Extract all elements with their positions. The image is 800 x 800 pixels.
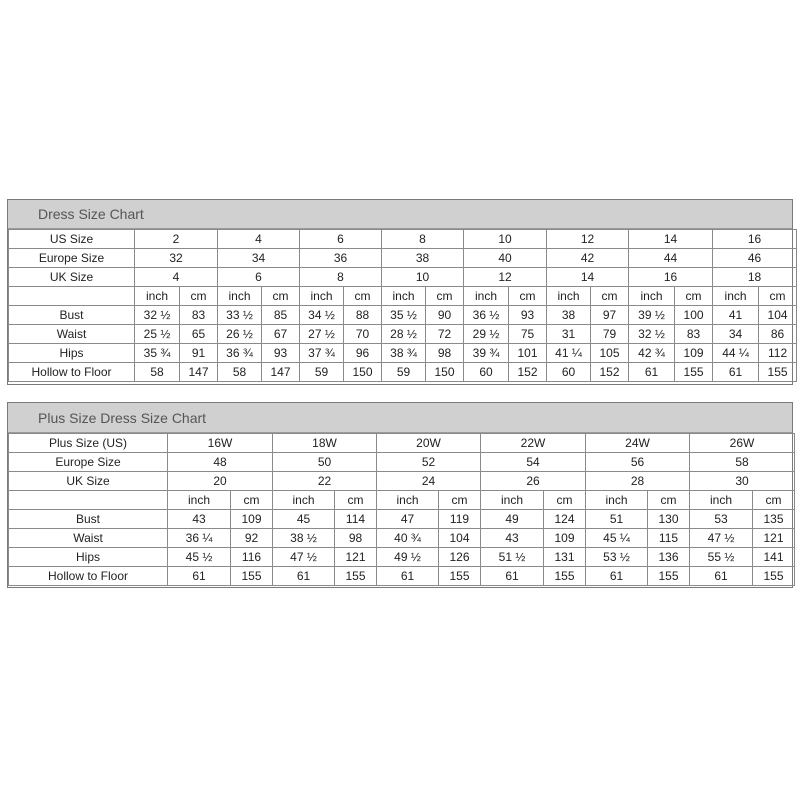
- unit-inch-cell: inch: [586, 491, 648, 510]
- measurement-value: 98: [335, 529, 377, 548]
- measurement-value: 53: [690, 510, 753, 529]
- europe-size-cell: 36: [300, 249, 382, 268]
- measurement-value: 147: [180, 363, 218, 382]
- unit-inch-cell: inch: [168, 491, 231, 510]
- measurement-value: 32 ½: [629, 325, 675, 344]
- measurement-value: 150: [426, 363, 464, 382]
- europe-size-label: Europe Size: [9, 249, 135, 268]
- measurement-value: 136: [648, 548, 690, 567]
- measurement-value: 121: [753, 529, 795, 548]
- unit-header-row: [9, 491, 795, 510]
- measurement-value: 26 ½: [218, 325, 262, 344]
- unit-cm-cell: cm: [344, 287, 382, 306]
- measurement-value: 155: [335, 567, 377, 586]
- unit-inch-cell: inch: [273, 491, 335, 510]
- measurement-label: Bust: [9, 510, 168, 529]
- uk-size-cell: 10: [382, 268, 464, 287]
- measurement-value: 47: [377, 510, 439, 529]
- measurement-value: 100: [675, 306, 713, 325]
- measurement-value: 51 ½: [481, 548, 544, 567]
- measurement-row: [9, 344, 797, 363]
- europe-size-cell: 46: [713, 249, 797, 268]
- measurement-value: 58: [218, 363, 262, 382]
- measurement-value: 155: [439, 567, 481, 586]
- unit-cm-cell: cm: [426, 287, 464, 306]
- measurement-value: 43: [168, 510, 231, 529]
- measurement-value: 58: [135, 363, 180, 382]
- europe-size-cell: 32: [135, 249, 218, 268]
- measurement-value: 35 ¾: [135, 344, 180, 363]
- measurement-value: 51: [586, 510, 648, 529]
- uk-size-cell: 24: [377, 472, 481, 491]
- us-size-cell: 16W: [168, 434, 273, 453]
- measurement-value: 135: [753, 510, 795, 529]
- measurement-value: 61: [713, 363, 759, 382]
- uk-size-cell: 12: [464, 268, 547, 287]
- unit-cm-cell: cm: [544, 491, 586, 510]
- unit-cm-cell: cm: [591, 287, 629, 306]
- us-size-row: [9, 230, 797, 249]
- measurement-value: 61: [377, 567, 439, 586]
- measurement-value: 83: [675, 325, 713, 344]
- measurement-value: 90: [426, 306, 464, 325]
- measurement-value: 25 ½: [135, 325, 180, 344]
- measurement-value: 155: [753, 567, 795, 586]
- europe-size-cell: 42: [547, 249, 629, 268]
- measurement-value: 155: [759, 363, 797, 382]
- us-size-cell: 24W: [586, 434, 690, 453]
- measurement-value: 41: [713, 306, 759, 325]
- measurement-value: 47 ½: [690, 529, 753, 548]
- europe-size-cell: 52: [377, 453, 481, 472]
- measurement-value: 40 ¾: [377, 529, 439, 548]
- measurement-value: 49: [481, 510, 544, 529]
- europe-size-cell: 56: [586, 453, 690, 472]
- europe-size-label: Europe Size: [9, 453, 168, 472]
- dress-size-table: [8, 229, 797, 382]
- us-size-cell: 10: [464, 230, 547, 249]
- us-size-label: US Size: [9, 230, 135, 249]
- unit-inch-cell: inch: [464, 287, 509, 306]
- measurement-value: 44 ¼: [713, 344, 759, 363]
- measurement-value: 28 ½: [382, 325, 426, 344]
- uk-size-row: [9, 268, 797, 287]
- measurement-value: 79: [591, 325, 629, 344]
- measurement-value: 93: [262, 344, 300, 363]
- measurement-value: 35 ½: [382, 306, 426, 325]
- measurement-label: Hips: [9, 344, 135, 363]
- plus-size-chart-panel: [7, 402, 793, 588]
- measurement-row: [9, 510, 795, 529]
- dress-size-chart-title: Dress Size Chart: [8, 200, 792, 229]
- us-size-cell: 4: [218, 230, 300, 249]
- uk-size-row: [9, 472, 795, 491]
- measurement-value: 38 ¾: [382, 344, 426, 363]
- measurement-value: 67: [262, 325, 300, 344]
- us-size-cell: 14: [629, 230, 713, 249]
- measurement-row: [9, 325, 797, 344]
- measurement-row: [9, 548, 795, 567]
- uk-size-cell: 28: [586, 472, 690, 491]
- measurement-value: 155: [231, 567, 273, 586]
- unit-cm-cell: cm: [675, 287, 713, 306]
- measurement-value: 27 ½: [300, 325, 344, 344]
- us-size-cell: 6: [300, 230, 382, 249]
- measurement-value: 39 ¾: [464, 344, 509, 363]
- europe-size-cell: 40: [464, 249, 547, 268]
- measurement-value: 59: [382, 363, 426, 382]
- measurement-value: 60: [547, 363, 591, 382]
- measurement-value: 55 ½: [690, 548, 753, 567]
- measurement-value: 88: [344, 306, 382, 325]
- measurement-value: 43: [481, 529, 544, 548]
- measurement-value: 42 ¾: [629, 344, 675, 363]
- unit-header-blank: [9, 491, 168, 510]
- us-size-row: [9, 434, 795, 453]
- unit-inch-cell: inch: [629, 287, 675, 306]
- measurement-value: 83: [180, 306, 218, 325]
- unit-inch-cell: inch: [218, 287, 262, 306]
- measurement-value: 59: [300, 363, 344, 382]
- us-size-cell: 2: [135, 230, 218, 249]
- europe-size-cell: 48: [168, 453, 273, 472]
- unit-inch-cell: inch: [547, 287, 591, 306]
- unit-inch-cell: inch: [690, 491, 753, 510]
- measurement-value: 104: [759, 306, 797, 325]
- europe-size-cell: 50: [273, 453, 377, 472]
- measurement-value: 37 ¾: [300, 344, 344, 363]
- unit-cm-cell: cm: [509, 287, 547, 306]
- measurement-value: 152: [591, 363, 629, 382]
- measurement-value: 36 ¾: [218, 344, 262, 363]
- measurement-value: 45: [273, 510, 335, 529]
- unit-cm-cell: cm: [439, 491, 481, 510]
- measurement-value: 39 ½: [629, 306, 675, 325]
- measurement-value: 33 ½: [218, 306, 262, 325]
- dress-size-chart-panel: [7, 199, 793, 385]
- measurement-value: 49 ½: [377, 548, 439, 567]
- measurement-value: 47 ½: [273, 548, 335, 567]
- measurement-value: 53 ½: [586, 548, 648, 567]
- unit-inch-cell: inch: [300, 287, 344, 306]
- uk-size-cell: 6: [218, 268, 300, 287]
- measurement-value: 150: [344, 363, 382, 382]
- us-size-cell: 26W: [690, 434, 795, 453]
- measurement-value: 61: [168, 567, 231, 586]
- unit-cm-cell: cm: [759, 287, 797, 306]
- measurement-label: Hips: [9, 548, 168, 567]
- unit-header-blank: [9, 287, 135, 306]
- europe-size-cell: 54: [481, 453, 586, 472]
- uk-size-cell: 18: [713, 268, 797, 287]
- unit-inch-cell: inch: [713, 287, 759, 306]
- us-size-cell: 18W: [273, 434, 377, 453]
- measurement-value: 93: [509, 306, 547, 325]
- unit-inch-cell: inch: [481, 491, 544, 510]
- us-size-cell: 16: [713, 230, 797, 249]
- measurement-value: 61: [690, 567, 753, 586]
- measurement-value: 155: [648, 567, 690, 586]
- us-size-cell: 8: [382, 230, 464, 249]
- unit-cm-cell: cm: [231, 491, 273, 510]
- measurement-value: 105: [591, 344, 629, 363]
- uk-size-cell: 14: [547, 268, 629, 287]
- measurement-value: 131: [544, 548, 586, 567]
- measurement-value: 104: [439, 529, 481, 548]
- measurement-label: Waist: [9, 325, 135, 344]
- measurement-value: 96: [344, 344, 382, 363]
- measurement-value: 32 ½: [135, 306, 180, 325]
- measurement-value: 114: [335, 510, 377, 529]
- measurement-value: 109: [544, 529, 586, 548]
- measurement-value: 61: [273, 567, 335, 586]
- unit-inch-cell: inch: [382, 287, 426, 306]
- measurement-value: 155: [544, 567, 586, 586]
- measurement-value: 121: [335, 548, 377, 567]
- us-size-cell: 22W: [481, 434, 586, 453]
- measurement-value: 91: [180, 344, 218, 363]
- uk-size-cell: 30: [690, 472, 795, 491]
- measurement-value: 38 ½: [273, 529, 335, 548]
- measurement-value: 155: [675, 363, 713, 382]
- unit-inch-cell: inch: [135, 287, 180, 306]
- measurement-value: 29 ½: [464, 325, 509, 344]
- measurement-value: 98: [426, 344, 464, 363]
- measurement-label: Hollow to Floor: [9, 567, 168, 586]
- measurement-value: 97: [591, 306, 629, 325]
- unit-cm-cell: cm: [335, 491, 377, 510]
- measurement-value: 126: [439, 548, 481, 567]
- measurement-row: [9, 529, 795, 548]
- measurement-value: 60: [464, 363, 509, 382]
- measurement-value: 34 ½: [300, 306, 344, 325]
- europe-size-row: [9, 453, 795, 472]
- uk-size-cell: 26: [481, 472, 586, 491]
- measurement-label: Bust: [9, 306, 135, 325]
- europe-size-cell: 44: [629, 249, 713, 268]
- measurement-value: 61: [481, 567, 544, 586]
- measurement-label: Hollow to Floor: [9, 363, 135, 382]
- measurement-row: [9, 306, 797, 325]
- measurement-value: 119: [439, 510, 481, 529]
- measurement-value: 75: [509, 325, 547, 344]
- measurement-row: [9, 567, 795, 586]
- unit-inch-cell: inch: [377, 491, 439, 510]
- unit-cm-cell: cm: [648, 491, 690, 510]
- measurement-value: 45 ½: [168, 548, 231, 567]
- measurement-value: 124: [544, 510, 586, 529]
- uk-size-cell: 4: [135, 268, 218, 287]
- europe-size-cell: 38: [382, 249, 464, 268]
- measurement-value: 147: [262, 363, 300, 382]
- measurement-value: 112: [759, 344, 797, 363]
- measurement-value: 92: [231, 529, 273, 548]
- uk-size-cell: 20: [168, 472, 273, 491]
- unit-cm-cell: cm: [262, 287, 300, 306]
- measurement-value: 141: [753, 548, 795, 567]
- measurement-value: 36 ½: [464, 306, 509, 325]
- measurement-value: 72: [426, 325, 464, 344]
- unit-cm-cell: cm: [753, 491, 795, 510]
- measurement-value: 130: [648, 510, 690, 529]
- plus-size-chart-title: Plus Size Dress Size Chart: [8, 403, 792, 433]
- measurement-value: 45 ¼: [586, 529, 648, 548]
- europe-size-cell: 58: [690, 453, 795, 472]
- measurement-value: 101: [509, 344, 547, 363]
- uk-size-cell: 8: [300, 268, 382, 287]
- europe-size-cell: 34: [218, 249, 300, 268]
- measurement-value: 41 ¼: [547, 344, 591, 363]
- measurement-value: 152: [509, 363, 547, 382]
- measurement-value: 36 ¼: [168, 529, 231, 548]
- us-size-cell: 20W: [377, 434, 481, 453]
- unit-cm-cell: cm: [180, 287, 218, 306]
- measurement-row: [9, 363, 797, 382]
- uk-size-label: UK Size: [9, 472, 168, 491]
- measurement-value: 116: [231, 548, 273, 567]
- measurement-value: 31: [547, 325, 591, 344]
- measurement-value: 115: [648, 529, 690, 548]
- measurement-value: 109: [675, 344, 713, 363]
- measurement-value: 65: [180, 325, 218, 344]
- measurement-value: 70: [344, 325, 382, 344]
- us-size-cell: 12: [547, 230, 629, 249]
- measurement-label: Waist: [9, 529, 168, 548]
- measurement-value: 86: [759, 325, 797, 344]
- measurement-value: 61: [586, 567, 648, 586]
- plus-size-table: [8, 433, 795, 586]
- europe-size-row: [9, 249, 797, 268]
- uk-size-cell: 16: [629, 268, 713, 287]
- unit-header-row: [9, 287, 797, 306]
- measurement-value: 109: [231, 510, 273, 529]
- uk-size-label: UK Size: [9, 268, 135, 287]
- us-size-label: Plus Size (US): [9, 434, 168, 453]
- measurement-value: 38: [547, 306, 591, 325]
- measurement-value: 85: [262, 306, 300, 325]
- uk-size-cell: 22: [273, 472, 377, 491]
- measurement-value: 34: [713, 325, 759, 344]
- measurement-value: 61: [629, 363, 675, 382]
